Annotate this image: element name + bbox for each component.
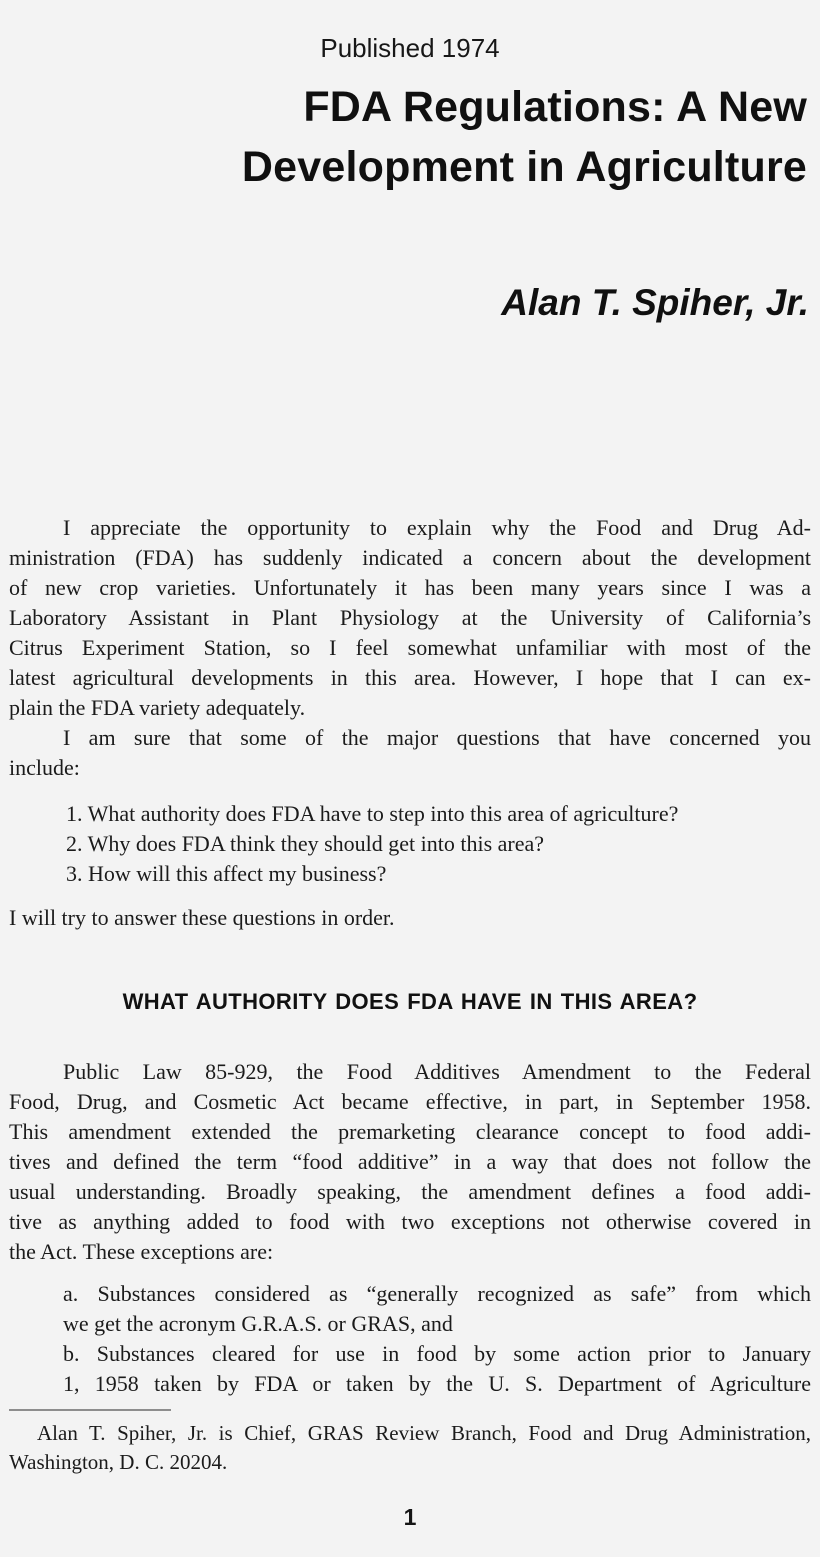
question-list-item: 1. What authority does FDA have to step into this area of agriculture? [66,801,679,826]
exception-item-a [63,1279,811,1339]
paragraph-questions-lead-lines: I am sure that some of the major questions that have concerned you [63,725,811,750]
footnote-text [9,1419,811,1477]
paragraph-intro-last-line: plain the FDA variety adequately. [9,695,306,720]
exception-list [63,1279,811,1399]
answer-line: I will try to answer these questions in order. [9,905,395,930]
article-author: Alan T. Spiher, Jr. [501,282,809,323]
paragraph-public-law [9,1057,811,1267]
paragraph-questions-lead-last-line: include: [9,755,80,780]
exception-item-a-lines: a. Substances considered as “generally recognized as safe” from which [63,1281,811,1306]
article-title-line-1: FDA Regulations: A New [303,83,807,131]
paragraph-public-law-last-line: the Act. These exceptions are: [9,1239,274,1264]
paragraph-intro [9,513,811,723]
exception-item-b-lines: b. Substances cleared for use in food by some action prior to January 1, 1958 taken by FDA or taken by the U. S. Department of Agriculture [63,1341,811,1396]
question-list-item: 2. Why does FDA think they should get into this area? [66,831,545,856]
article-body [9,513,811,1399]
footnote-text-last-line: Washington, D. C. 20204. [9,1450,228,1474]
exception-item-b [63,1339,811,1399]
section-heading: WHAT AUTHORITY DOES FDA HAVE IN THIS AREA? [122,989,698,1014]
published-date: Published 1974 [320,33,500,63]
footnote-divider [9,1409,171,1411]
page-number: 1 [403,1504,417,1530]
paragraph-questions-lead [9,723,811,783]
paragraph-intro-lines: I appreciate the opportunity to explain why the Food and Drug Ad- ministration (FDA) has suddenly indicated a concern about the development of new crop varieties. Unfortunately it has been many years since I was a Laboratory Assistant in Plant Physiology at the University of California’s Citrus Experiment Station, so I feel somewhat unfamiliar with most of the latest agricultural developments in this area. However, I hope that I can ex- [9,515,811,690]
article-title-line-2: Development in Agriculture [241,143,807,191]
footnote-text-lines: Alan T. Spiher, Jr. is Chief, GRAS Review Branch, Food and Drug Administration, [37,1421,811,1445]
footnote [9,1409,811,1477]
question-list-item: 3. How will this affect my business? [66,861,387,886]
question-list [66,799,811,889]
exception-item-a-last-line: we get the acronym G.R.A.S. or GRAS, and [63,1311,453,1336]
paragraph-public-law-lines: Public Law 85-929, the Food Additives Amendment to the Federal Food, Drug, and Cosmetic Act became effective, in part, in September 1958. This amendment extended the premarketing clearance concept to food addi- tives and defined the term “food additive” in a way that does not follow the usual understanding. Broadly speaking, the amendment defines a food addi- tive as anything added to food with two exceptions not otherwise covered in [9,1059,811,1234]
article-title [9,77,811,197]
